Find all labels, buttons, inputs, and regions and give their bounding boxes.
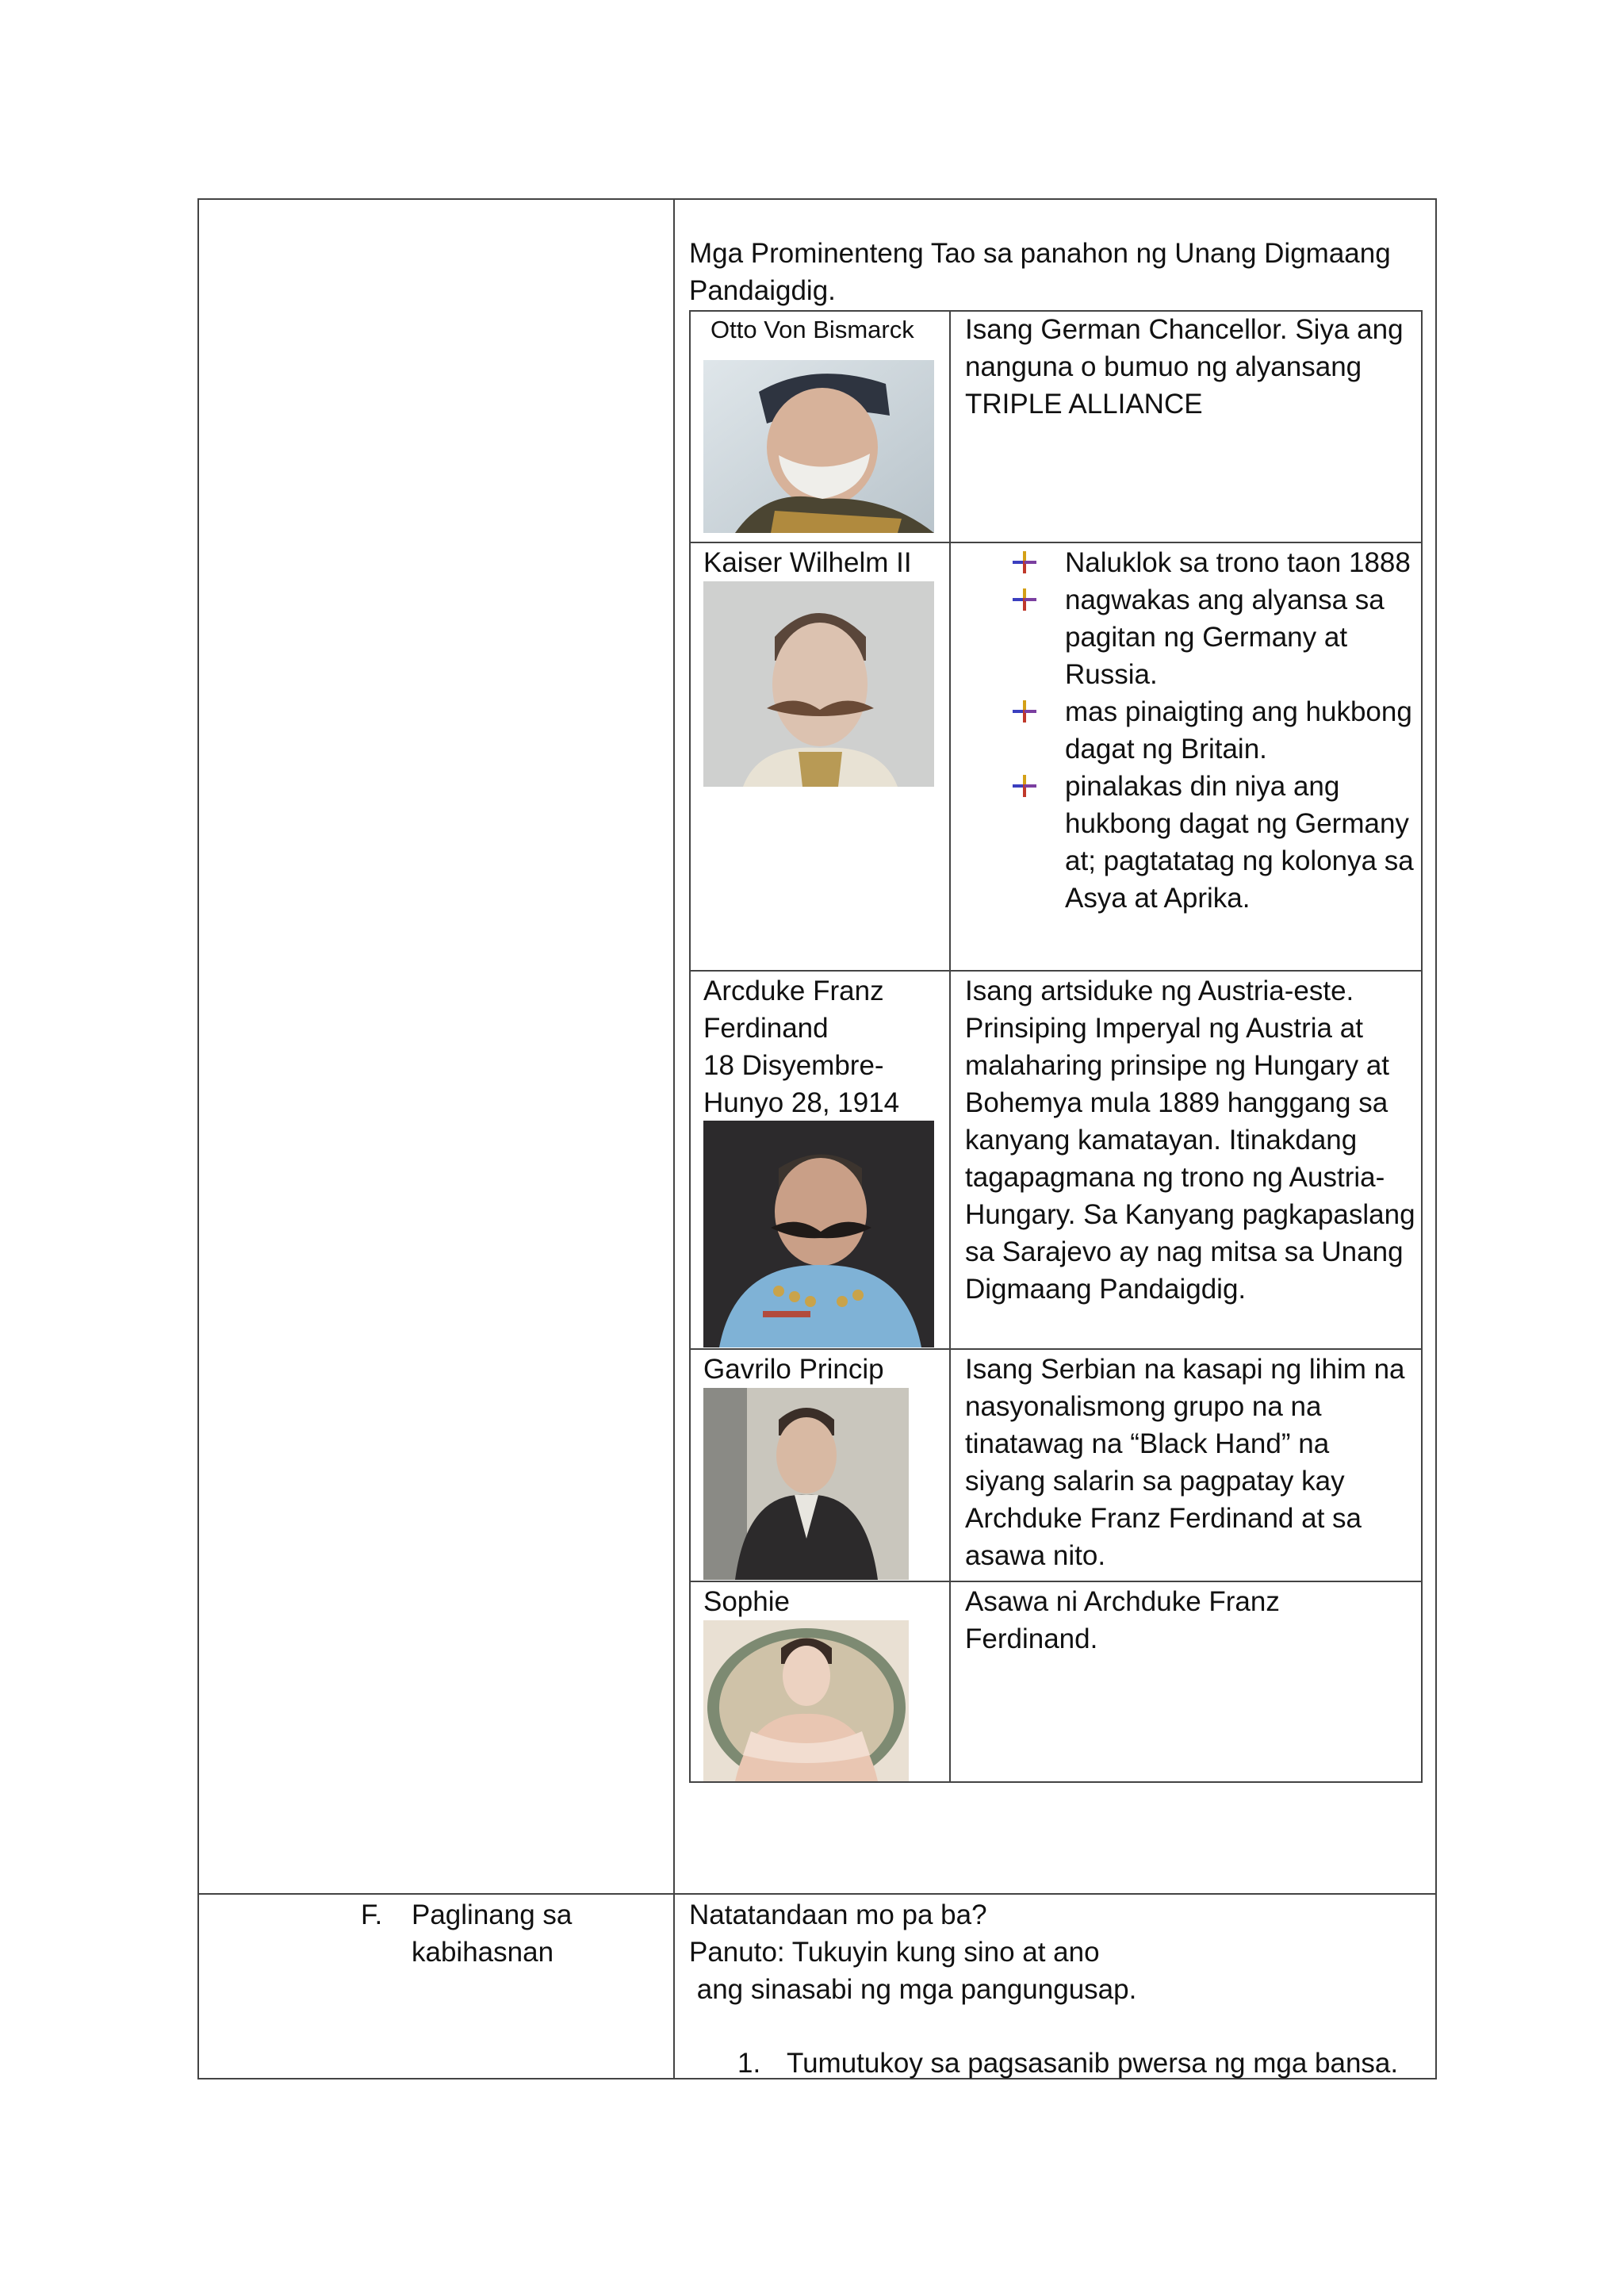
activity-question: Natatandaan mo pa ba? [689,1899,987,1930]
person-description: Asawa ni Archduke Franz Ferdinand. [965,1586,1280,1654]
question-text: Tumutukoy sa pagsasanib pwersa ng mga bansa. [787,2048,1399,2079]
person-name: Kaiser Wilhelm II [703,547,912,578]
portrait-wilhelm-icon [703,581,934,787]
person-name [703,972,941,1121]
portrait-franz-ferdinand-icon [703,1121,934,1347]
four-color-cross-bullet-icon [1011,588,1038,611]
portrait-princip-icon [703,1388,909,1580]
four-color-cross-bullet-icon [1011,774,1038,798]
section-intro: Mga Prominenteng Tao sa panahon ng Unang Digmaang Pandaigdig. [689,238,1391,306]
person-description: Isang German Chancellor. Siya ang nanguna o bumuo ng alyansang TRIPLE ALLIANCE [965,314,1404,420]
bullet-item [1011,544,1423,581]
bullet-item [1011,693,1423,768]
four-color-cross-bullet-icon [1011,550,1038,574]
four-color-cross-bullet-icon [1011,700,1038,723]
person-name: Otto Von Bismarck [710,316,914,343]
people-table-column-divider [949,310,951,1783]
bullet-item [1011,768,1423,917]
people-table-row-divider [689,1581,1423,1582]
bullet-text: Naluklok sa trono taon 1888 [1065,547,1411,578]
activity-instruction: ang sinasabi ng mga pangungusap. [689,1974,1137,2005]
section-letter: F. [361,1899,383,1930]
bullet-item [1011,581,1423,693]
activity-block [689,1896,1427,2008]
section-label: Paglinang sa kabihasnan [412,1899,573,1968]
question-item [737,2045,1435,2082]
table-column-divider [673,198,675,2079]
bullet-text: nagwakas ang alyansa sa pagitan ng Germany at Russia. [1065,585,1385,690]
portrait-sophie-icon [703,1620,909,1781]
activity-instruction: Panuto: Tukuyin kung sino at ano [689,1937,1100,1968]
people-table-row-divider [689,542,1423,543]
table-row-divider [197,1893,1437,1895]
person-name-line: Arcduke Franz [703,976,884,1006]
person-description: Isang artsiduke ng Austria-este. Prinsiping Imperyal ng Austria at malaharing prinsipe ng Hungary at Bohemya mula 1889 hanggang sa kanyang kamatayan. Itinakdang tagapagmana ng trono ng Austria-Hungary. Sa Kanyang pagkapaslang sa Sarajevo ay nag mitsa sa Unang Digmaang Pandaigdig. [965,976,1415,1305]
person-description: Isang Serbian na kasapi ng lihim na nasyonalismong grupo na na tinatawag na “Black Hand” na siyang salarin sa pagpatay kay Archduke Franz Ferdinand at sa asawa nito. [965,1354,1405,1571]
people-table-row-divider [689,970,1423,972]
people-table-row-divider [689,1348,1423,1350]
bullet-text: mas pinaigting ang hukbong dagat ng Britain. [1065,696,1412,765]
person-name-line: 18 Disyembre- [703,1050,884,1081]
person-name-line: Ferdinand [703,1013,829,1044]
bullet-text: pinalakas din niya ang hukbong dagat ng Germany at; pagtatatag ng kolonya sa Asya at Aprika. [1065,771,1414,914]
person-name: Gavrilo Princip [703,1354,884,1385]
person-name-line: Hunyo 28, 1914 [703,1087,900,1118]
portrait-bismarck-icon [703,360,934,533]
bullet-list [1011,544,1423,917]
person-name: Sophie [703,1586,790,1617]
question-number: 1. [737,2048,761,2079]
